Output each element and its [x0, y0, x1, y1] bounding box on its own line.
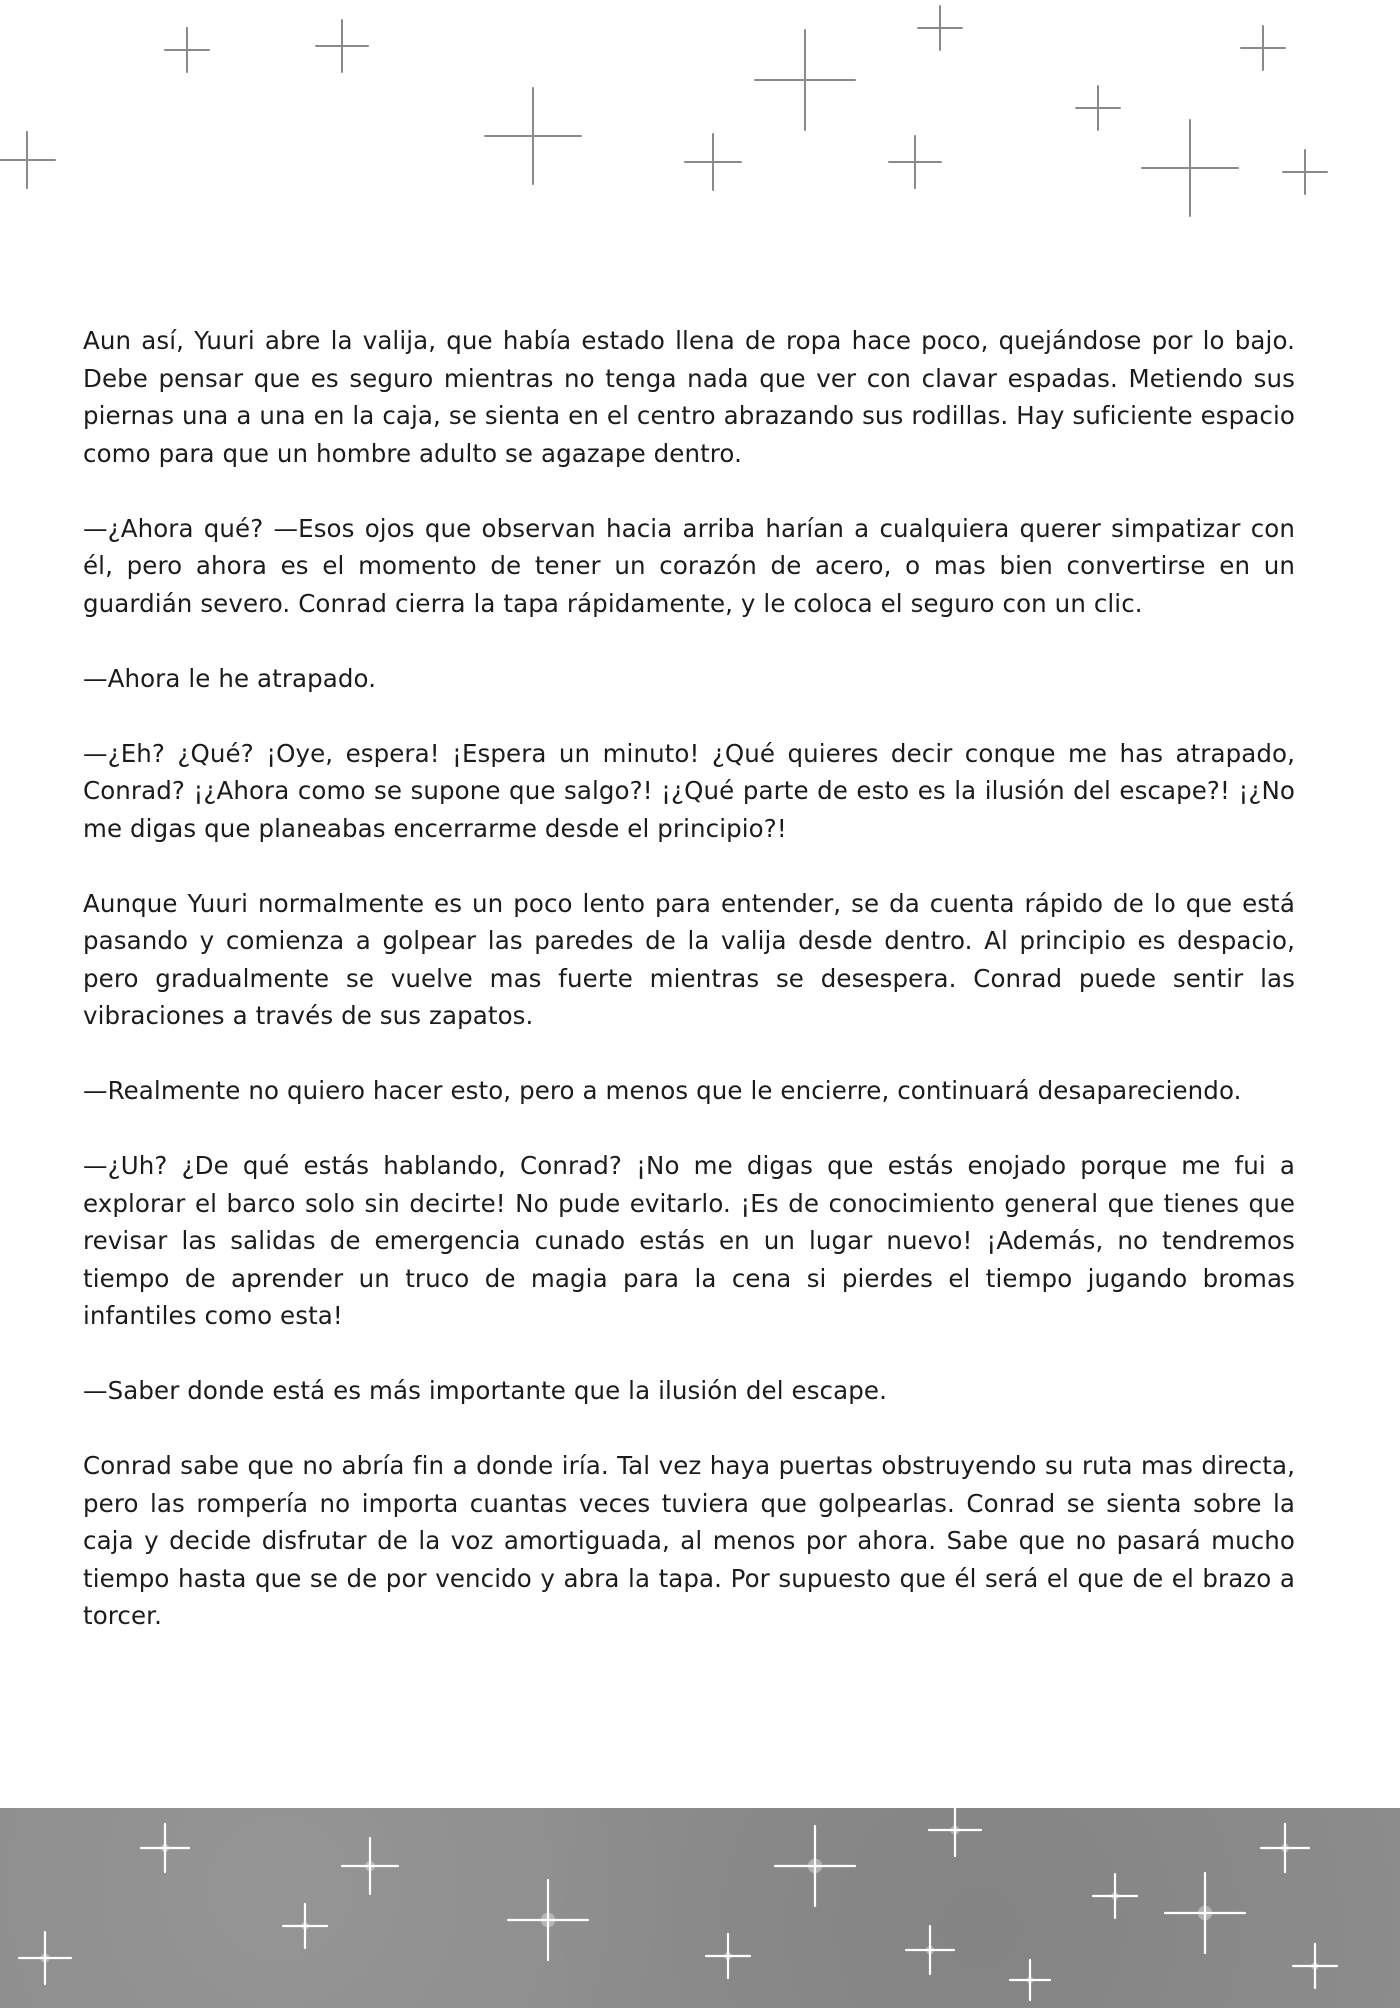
sparkle-star-icon	[485, 88, 581, 184]
sparkle-star-icon	[316, 20, 368, 72]
paragraph-7: —¿Uh? ¿De qué estás hablando, Conrad? ¡No me digas que estás enojado porque me fui a explorar el barco solo sin decirte! No pude evitarlo. ¡Es de conocimiento general que tienes que revisar las salidas de emergencia cunado estás en un lugar nuevo! ¡Además, no tendremos tiempo de aprender un truco de magia para la cena si pierdes el tiempo jugando bromas infantiles como esta!	[83, 1151, 1295, 1330]
sparkle-star-icon	[1283, 150, 1327, 194]
paragraph-8: —Saber donde está es más importante que la ilusión del escape.	[83, 1376, 887, 1405]
paragraph-3: —Ahora le he atrapado.	[83, 663, 377, 693]
sparkle-star-icon	[508, 1880, 588, 1960]
sparkle-star-icon	[1142, 120, 1238, 216]
sparkle-star-icon	[775, 1826, 855, 1906]
sparkle-star-icon	[165, 28, 209, 72]
paragraph-6: —Realmente no quiero hacer esto, pero a menos que le encierre, continuará desapareciendo.	[83, 1076, 1242, 1105]
paragraph-5: Aunque Yuuri normalmente es un poco lento para entender, se da cuenta rápido de lo que está pasando y comienza a golpear las paredes de la valija desde dentro. Al principio es despacio, pero gradualmente se vuelve mas fuerte mientras se desespera. Conrad puede sentir las vibraciones a través de sus zapatos.	[83, 888, 1295, 1030]
sparkle-star-icon	[283, 1904, 327, 1948]
sparkle-star-icon	[1165, 1873, 1245, 1953]
bottom-star-decoration	[0, 1808, 1400, 2008]
story-text	[83, 322, 1295, 1635]
sparkle-star-icon	[19, 1932, 71, 1984]
sparkle-star-icon	[918, 6, 962, 50]
sparkle-star-icon	[929, 1808, 981, 1856]
sparkle-star-icon	[141, 1824, 189, 1872]
sparkle-star-icon	[1010, 1960, 1050, 2000]
sparkle-star-icon	[342, 1838, 398, 1894]
top-stars-svg	[0, 0, 1400, 260]
sparkle-star-icon	[906, 1926, 954, 1974]
sparkle-star-icon	[755, 30, 855, 130]
bottom-stars-svg	[0, 1808, 1400, 2008]
sparkle-star-icon	[1261, 1824, 1309, 1872]
top-star-decoration	[0, 0, 1400, 260]
sparkle-star-icon	[1241, 26, 1285, 70]
sparkle-star-icon	[1093, 1874, 1137, 1918]
sparkle-star-icon	[0, 132, 55, 188]
sparkle-star-icon	[706, 1934, 750, 1978]
paragraph-2: —¿Ahora qué? —Esos ojos que observan hacia arriba harían a cualquiera querer simpatizar con él, pero ahora es el momento de tener un corazón de acero, o mas bien convertirse en un guardián severo. Conrad cierra la tapa rápidamente, y le coloca el seguro con un clic.	[83, 513, 1295, 618]
sparkle-star-icon	[889, 136, 941, 188]
sparkle-star-icon	[1293, 1944, 1337, 1988]
sparkle-star-icon	[1076, 86, 1120, 130]
paragraph-9: Conrad sabe que no abría fin a donde iría. Tal vez haya puertas obstruyendo su ruta mas directa, pero las rompería no importa cuantas veces tuviera que golpearlas. Conrad se sienta sobre la caja y decide disfrutar de la voz amortiguada, al menos por ahora. Sabe que no pasará mucho tiempo hasta que se de por vencido y abra la tapa. Por supuesto que él será el que de el brazo a torcer.	[83, 1451, 1295, 1630]
paragraph-4: —¿Eh? ¿Qué? ¡Oye, espera! ¡Espera un minuto! ¿Qué quieres decir conque me has atrapado, Conrad? ¡¿Ahora como se supone que salgo?! ¡¿Qué parte de esto es la ilusión del escape?! ¡¿No me digas que planeabas encerrarme desde el principio?!	[83, 738, 1295, 843]
sparkle-star-icon	[685, 134, 741, 190]
paragraph-1: Aun así, Yuuri abre la valija, que había estado llena de ropa hace poco, quejándose por lo bajo. Debe pensar que es seguro mientras no tenga nada que ver con clavar espadas. Metiendo sus piernas una a una en la caja, se sienta en el centro abrazando sus rodillas. Hay suficiente espacio como para que un hombre adulto se agazape dentro.	[83, 326, 1295, 468]
